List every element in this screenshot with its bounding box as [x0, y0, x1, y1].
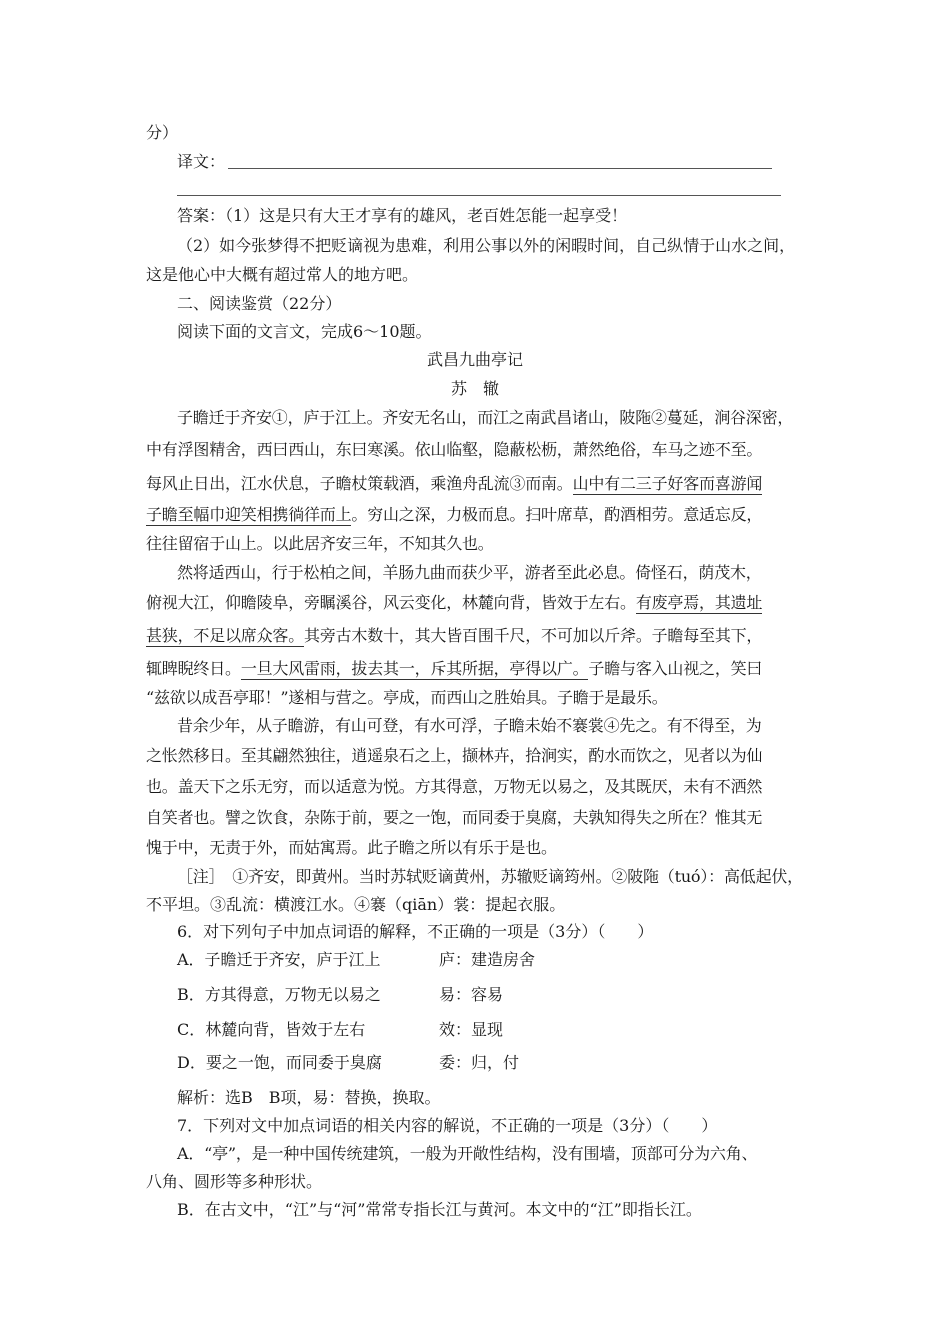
passage-p3-line-5: 愧于中，无责于外，而姑寓焉。此子瞻之所以有乐于是也。	[146, 838, 557, 857]
translation-label: 译文：	[177, 152, 226, 171]
translation-answer-line-1	[228, 168, 772, 169]
passage-p3-line-3: 也。盖天下之乐无穷，而以适意为悦。方其得意，万物无以易之，及其既厌，未有不洒然	[146, 777, 763, 796]
passage-p3-line-4: 自笑者也。譬之饮食，杂陈于前，要之一饱，而同委于臭腐，夫孰知得失之所在？惟其无	[146, 808, 763, 827]
passage-p2-line-4-text: 辄睥睨终日。	[146, 659, 241, 678]
question-7-option-b: B．在古文中，“江”与“河”常常专指长江与黄河。本文中的“江”即指长江。	[177, 1200, 702, 1219]
underlined-sentence-1b: 子瞻至幅巾迎笑相携徜徉而上	[146, 505, 352, 524]
passage-p2-line-3	[146, 626, 762, 646]
underlined-sentence-2b: 甚狭，不足以席众客。	[146, 626, 305, 645]
passage-p1-line-2: 中有浮图精舍，西曰西山，东曰寒溪。依山临壑，隐蔽松枥，萧然绝俗，车马之迹不至。	[146, 440, 763, 459]
notes-line-1: ［注］ ①齐安，即黄州。当时苏轼贬谪黄州，苏辙贬谪筠州。②陂陁（tuó）：高低起伏，	[177, 867, 803, 886]
question-6-analysis: 解析：选B B项，易：替换，换取。	[177, 1088, 441, 1107]
passage-p2-line-3-text: 其旁古木数十，其大皆百围千尺，不可加以斤斧。子瞻每至其下，	[304, 626, 763, 645]
question-6-option-a-gloss: 庐：建造房舍	[439, 950, 536, 969]
translation-answer-line-2	[177, 195, 781, 196]
passage-p1-line-3	[146, 474, 762, 494]
question-6-option-a: A．子瞻迁于齐安，庐于江上	[177, 950, 381, 969]
passage-p3-line-1: 昔余少年，从子瞻游，有山可登，有水可浮，子瞻未始不褰裳④先之。有不得至，为	[177, 716, 762, 735]
section-instruction: 阅读下面的文言文，完成6～10题。	[177, 322, 432, 341]
underlined-sentence-1a: 山中有二三子好客而喜游闻	[572, 474, 763, 493]
passage-p2-line-2-text: 俯视大江，仰瞻陵阜，旁瞩溪谷，风云变化，林麓向背，皆效于左右。	[146, 593, 636, 612]
passage-p1-line-1: 子瞻迁于齐安①，庐于江上。齐安无名山，而江之南武昌诸山，陂陁②蔓延，涧谷深密，	[177, 408, 794, 427]
passage-p1-line-4	[146, 505, 762, 525]
underlined-sentence-2a: 有废亭焉，其遗址	[635, 593, 763, 612]
passage-p1-line-5: 往往留宿于山上。以此居齐安三年，不知其久也。	[146, 534, 494, 553]
answer-line-3: 这是他心中大概有超过常人的地方吧。	[146, 265, 419, 284]
section-heading: 二、阅读鉴赏（22分）	[177, 294, 342, 313]
header-fragment: 分）	[146, 123, 179, 142]
question-6-stem: 6．对下列句子中加点词语的解释，不正确的一项是（3分）（ ）	[177, 922, 654, 941]
question-6-option-b: B．方其得意，万物无以易之	[177, 985, 381, 1004]
question-7-option-a-line-2: 八角、圆形等多种形状。	[146, 1172, 323, 1191]
passage-title: 武昌九曲亭记	[426, 350, 523, 369]
question-6-option-d-gloss: 委：归，付	[439, 1053, 520, 1072]
question-6-option-d: D．要之一饱，而同委于臭腐	[177, 1053, 382, 1072]
passage-p1-line-3-text: 每风止日出，江水伏息，子瞻杖策载酒，乘渔舟乱流③而南。	[146, 474, 573, 493]
question-7-stem: 7．下列对文中加点词语的相关内容的解说，不正确的一项是（3分）（ ）	[177, 1116, 718, 1135]
notes-line-2: 不平坦。③乱流：横渡江水。④褰（qiān）裳：提起衣服。	[146, 895, 566, 914]
passage-p2-line-1: 然将适西山，行于松柏之间，羊肠九曲而获少平，游者至此必息。倚怪石，荫茂木，	[177, 563, 762, 582]
passage-p2-line-4	[146, 659, 762, 679]
passage-p2-line-4-tail: 子瞻与客入山视之，笑曰	[588, 659, 763, 678]
question-6-option-b-gloss: 易：容易	[439, 985, 504, 1004]
question-6-option-c-gloss: 效：显现	[439, 1020, 504, 1039]
passage-p2-line-5: “兹欲以成吾亭耶！”遂相与营之。亭成，而西山之胜始具。子瞻于是最乐。	[146, 688, 668, 707]
question-7-option-a-line-1: A．“亭”，是一种中国传统建筑，一般为开敞性结构，没有围墙，顶部可分为六角、	[177, 1144, 758, 1163]
answer-line-2: （2）如今张梦得不把贬谪视为患难，利用公事以外的闲暇时间，自己纵情于山水之间，	[177, 236, 796, 255]
passage-p2-line-2	[146, 593, 762, 613]
passage-p3-line-2: 之怅然移日。至其翩然独往，逍遥泉石之上，撷林卉，拾涧实，酌水而饮之，见者以为仙	[146, 746, 763, 765]
underlined-sentence-3: 一旦大风雷雨，拔去其一，斥其所据，亭得以广。	[240, 659, 589, 678]
passage-author: 苏 辙	[450, 379, 499, 398]
question-6-option-c: C．林麓向背，皆效于左右	[177, 1020, 366, 1039]
answer-line-1: 答案：（1）这是只有大王才享有的雄风，老百姓怎能一起享受！	[177, 206, 628, 225]
passage-p1-line-4-text: 。穷山之深，力极而息。扫叶席草，酌酒相劳。意适忘反，	[351, 505, 763, 524]
